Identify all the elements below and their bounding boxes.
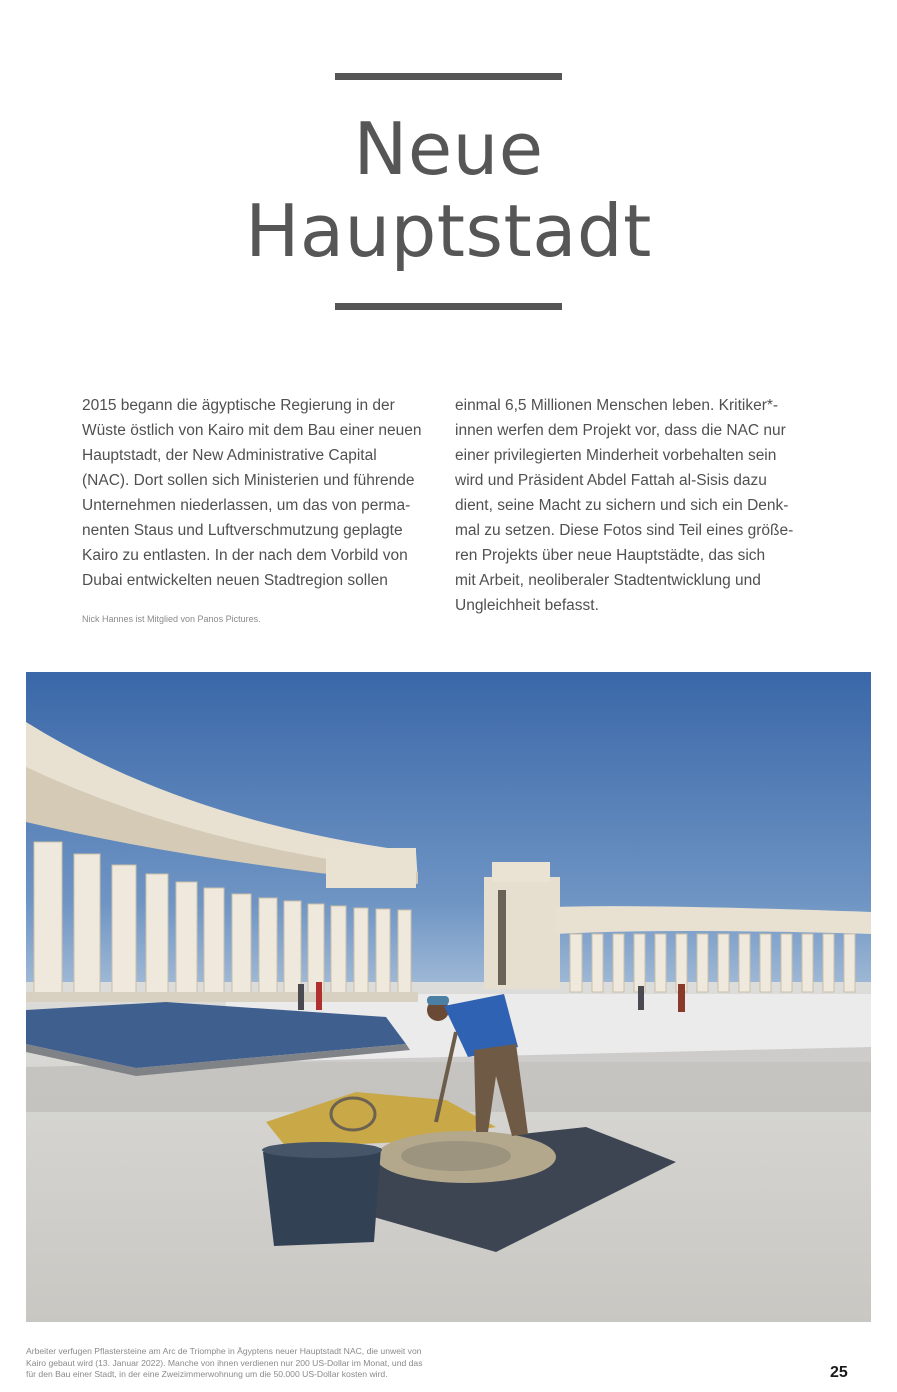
body-line: ren Projekts über neue Hauptstädte, das sich	[455, 547, 766, 564]
body-column-right	[455, 393, 827, 618]
bucket	[263, 1148, 381, 1246]
body-line: 2015 begann die ägyptische Regierung in der	[82, 397, 395, 414]
body-line: innen werfen dem Projekt vor, dass die NAC nur	[455, 422, 786, 439]
body-line: Kairo zu entlasten. In der nach dem Vorbild von	[82, 547, 408, 564]
caption-line: für den Bau einer Stadt, in der eine Zweizimmerwohnung um die 50.000 US-Dollar kosten wird.	[26, 1369, 388, 1379]
body-line: Hauptstadt, der New Administrative Capital	[82, 447, 377, 464]
left-colonnade-base	[26, 992, 418, 1002]
body-line: mit Arbeit, neoliberaler Stadtentwicklung und	[455, 572, 761, 589]
bucket-rim	[262, 1142, 382, 1158]
title-rule-top	[335, 73, 562, 80]
body-line: Wüste östlich von Kairo mit dem Bau einer neuen	[82, 422, 422, 439]
title-line-1: Neue	[353, 107, 544, 191]
body-line: wird und Präsident Abdel Fattah al-Sisis dazu	[455, 472, 767, 489]
body-line: einer privilegierten Minderheit vorbehalten sein	[455, 447, 777, 464]
page-number: 25	[830, 1364, 848, 1381]
page-title	[0, 108, 897, 272]
feature-photo	[26, 672, 871, 1322]
caption-line: Arbeiter verfugen Pflastersteine am Arc de Triomphe in Ägyptens neuer Hauptstadt NAC, die unweit von	[26, 1346, 422, 1356]
body-line: Dubai entwickelten neuen Stadtregion sollen	[82, 572, 388, 589]
photographer-credit: Nick Hannes ist Mitglied von Panos Pictures.	[82, 614, 261, 624]
photo-caption	[26, 1346, 496, 1381]
body-line: einmal 6,5 Millionen Menschen leben. Kritiker*-	[455, 397, 779, 414]
body-column-left	[82, 393, 454, 593]
body-line: mal zu setzen. Diese Fotos sind Teil eines größe-	[455, 522, 794, 539]
title-line-2: Hauptstadt	[245, 189, 652, 273]
manhole	[401, 1141, 511, 1171]
caption-line: Kairo gebaut wird (13. Januar 2022). Manche von ihnen verdienen nur 200 US-Dollar im Monat, und das	[26, 1357, 423, 1368]
body-line: Unternehmen niederlassen, um das von perma-	[82, 497, 411, 514]
right-tower-top	[492, 862, 550, 882]
body-line: dient, seine Macht zu sichern und sich ein Denk-	[455, 497, 789, 514]
photo-illustration	[26, 672, 871, 1322]
right-tower-window	[498, 890, 506, 985]
title-rule-bottom	[335, 303, 562, 310]
body-line: Ungleichheit befasst.	[455, 597, 599, 614]
right-tower	[484, 877, 560, 989]
body-line: (NAC). Dort sollen sich Ministerien und führende	[82, 472, 415, 489]
left-tower	[326, 848, 416, 888]
body-line: nenten Staus und Luftverschmutzung geplagte	[82, 522, 403, 539]
